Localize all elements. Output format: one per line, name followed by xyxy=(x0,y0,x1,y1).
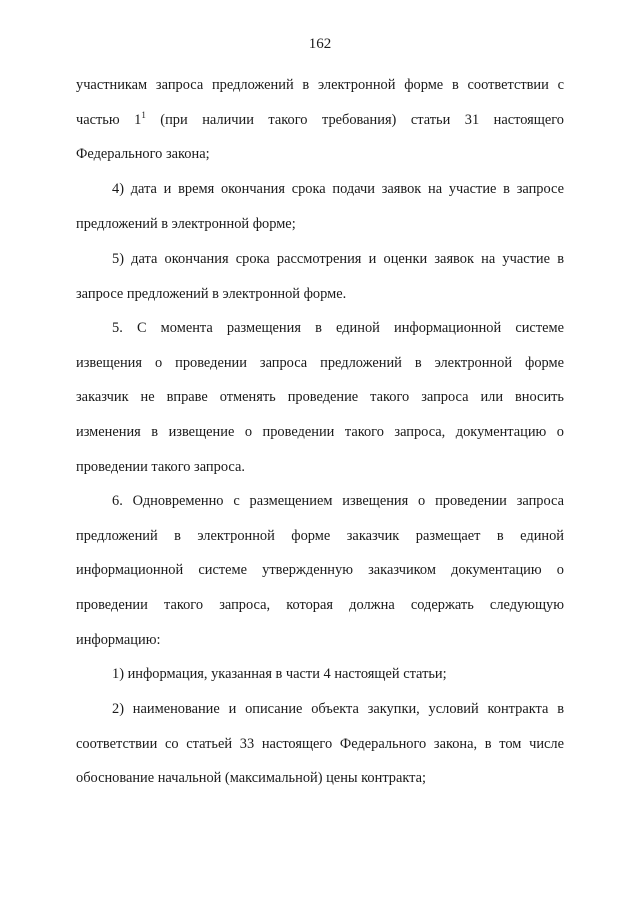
paragraph-item-4 xyxy=(76,172,564,241)
paragraph-item-1 xyxy=(76,657,564,692)
text-line: 4) дата и время окончания срока подачи заявок на участие в запросе xyxy=(112,181,564,197)
page-number: 162 xyxy=(308,36,332,52)
text-line: проведении такого запроса, которая должна содержать следующую xyxy=(76,597,564,614)
paragraph-section-5 xyxy=(76,311,564,484)
text-line: запросе предложений в электронной форме. xyxy=(76,285,347,302)
text-line: соответствии со статьей 33 настоящего Федерального закона, в том числе xyxy=(76,735,564,752)
text-line: 5) дата окончания срока рассмотрения и оценки заявок на участие в xyxy=(112,251,564,267)
paragraph-section-6 xyxy=(76,484,564,657)
text-line: участникам запроса предложений в электронной форме в соответствии с xyxy=(76,77,564,93)
text-line: проведении такого запроса. xyxy=(76,458,245,475)
text-segment: (при наличии такого требования) статьи 31 настоящего xyxy=(145,111,564,128)
text-line: изменения в извещение о проведении такого запроса, документацию о xyxy=(76,424,564,441)
text-line: Федерального закона; xyxy=(76,146,210,163)
paragraph-item-5 xyxy=(76,242,564,311)
text-line: 1) информация, указанная в части 4 настоящей статьи; xyxy=(112,666,447,682)
text-line: заказчик не вправе отменять проведение такого запроса или вносить xyxy=(76,389,564,406)
text-line: обоснование начальной (максимальной) цены контракта; xyxy=(76,770,427,787)
text-line: 2) наименование и описание объекта закупки, условий контракта в xyxy=(112,701,564,717)
text-line: информацию: xyxy=(76,631,161,648)
paragraph-item-2 xyxy=(76,692,564,796)
text-line: 5. С момента размещения в единой информационной системе xyxy=(112,320,564,336)
text-line: 6. Одновременно с размещением извещения о проведении запроса xyxy=(112,493,564,509)
text-line: извещения о проведении запроса предложений в электронной форме xyxy=(76,354,564,371)
text-line: предложений в электронной форме заказчик размещает в единой xyxy=(76,527,564,544)
superscript: 1 xyxy=(141,109,146,120)
paragraph-continuation xyxy=(76,68,564,172)
text-line: предложений в электронной форме; xyxy=(76,215,296,232)
text-segment: частью 1 xyxy=(76,111,142,128)
text-line-with-superscript xyxy=(76,103,564,138)
text-line: информационной системе утвержденную заказчиком документацию о xyxy=(76,562,564,579)
